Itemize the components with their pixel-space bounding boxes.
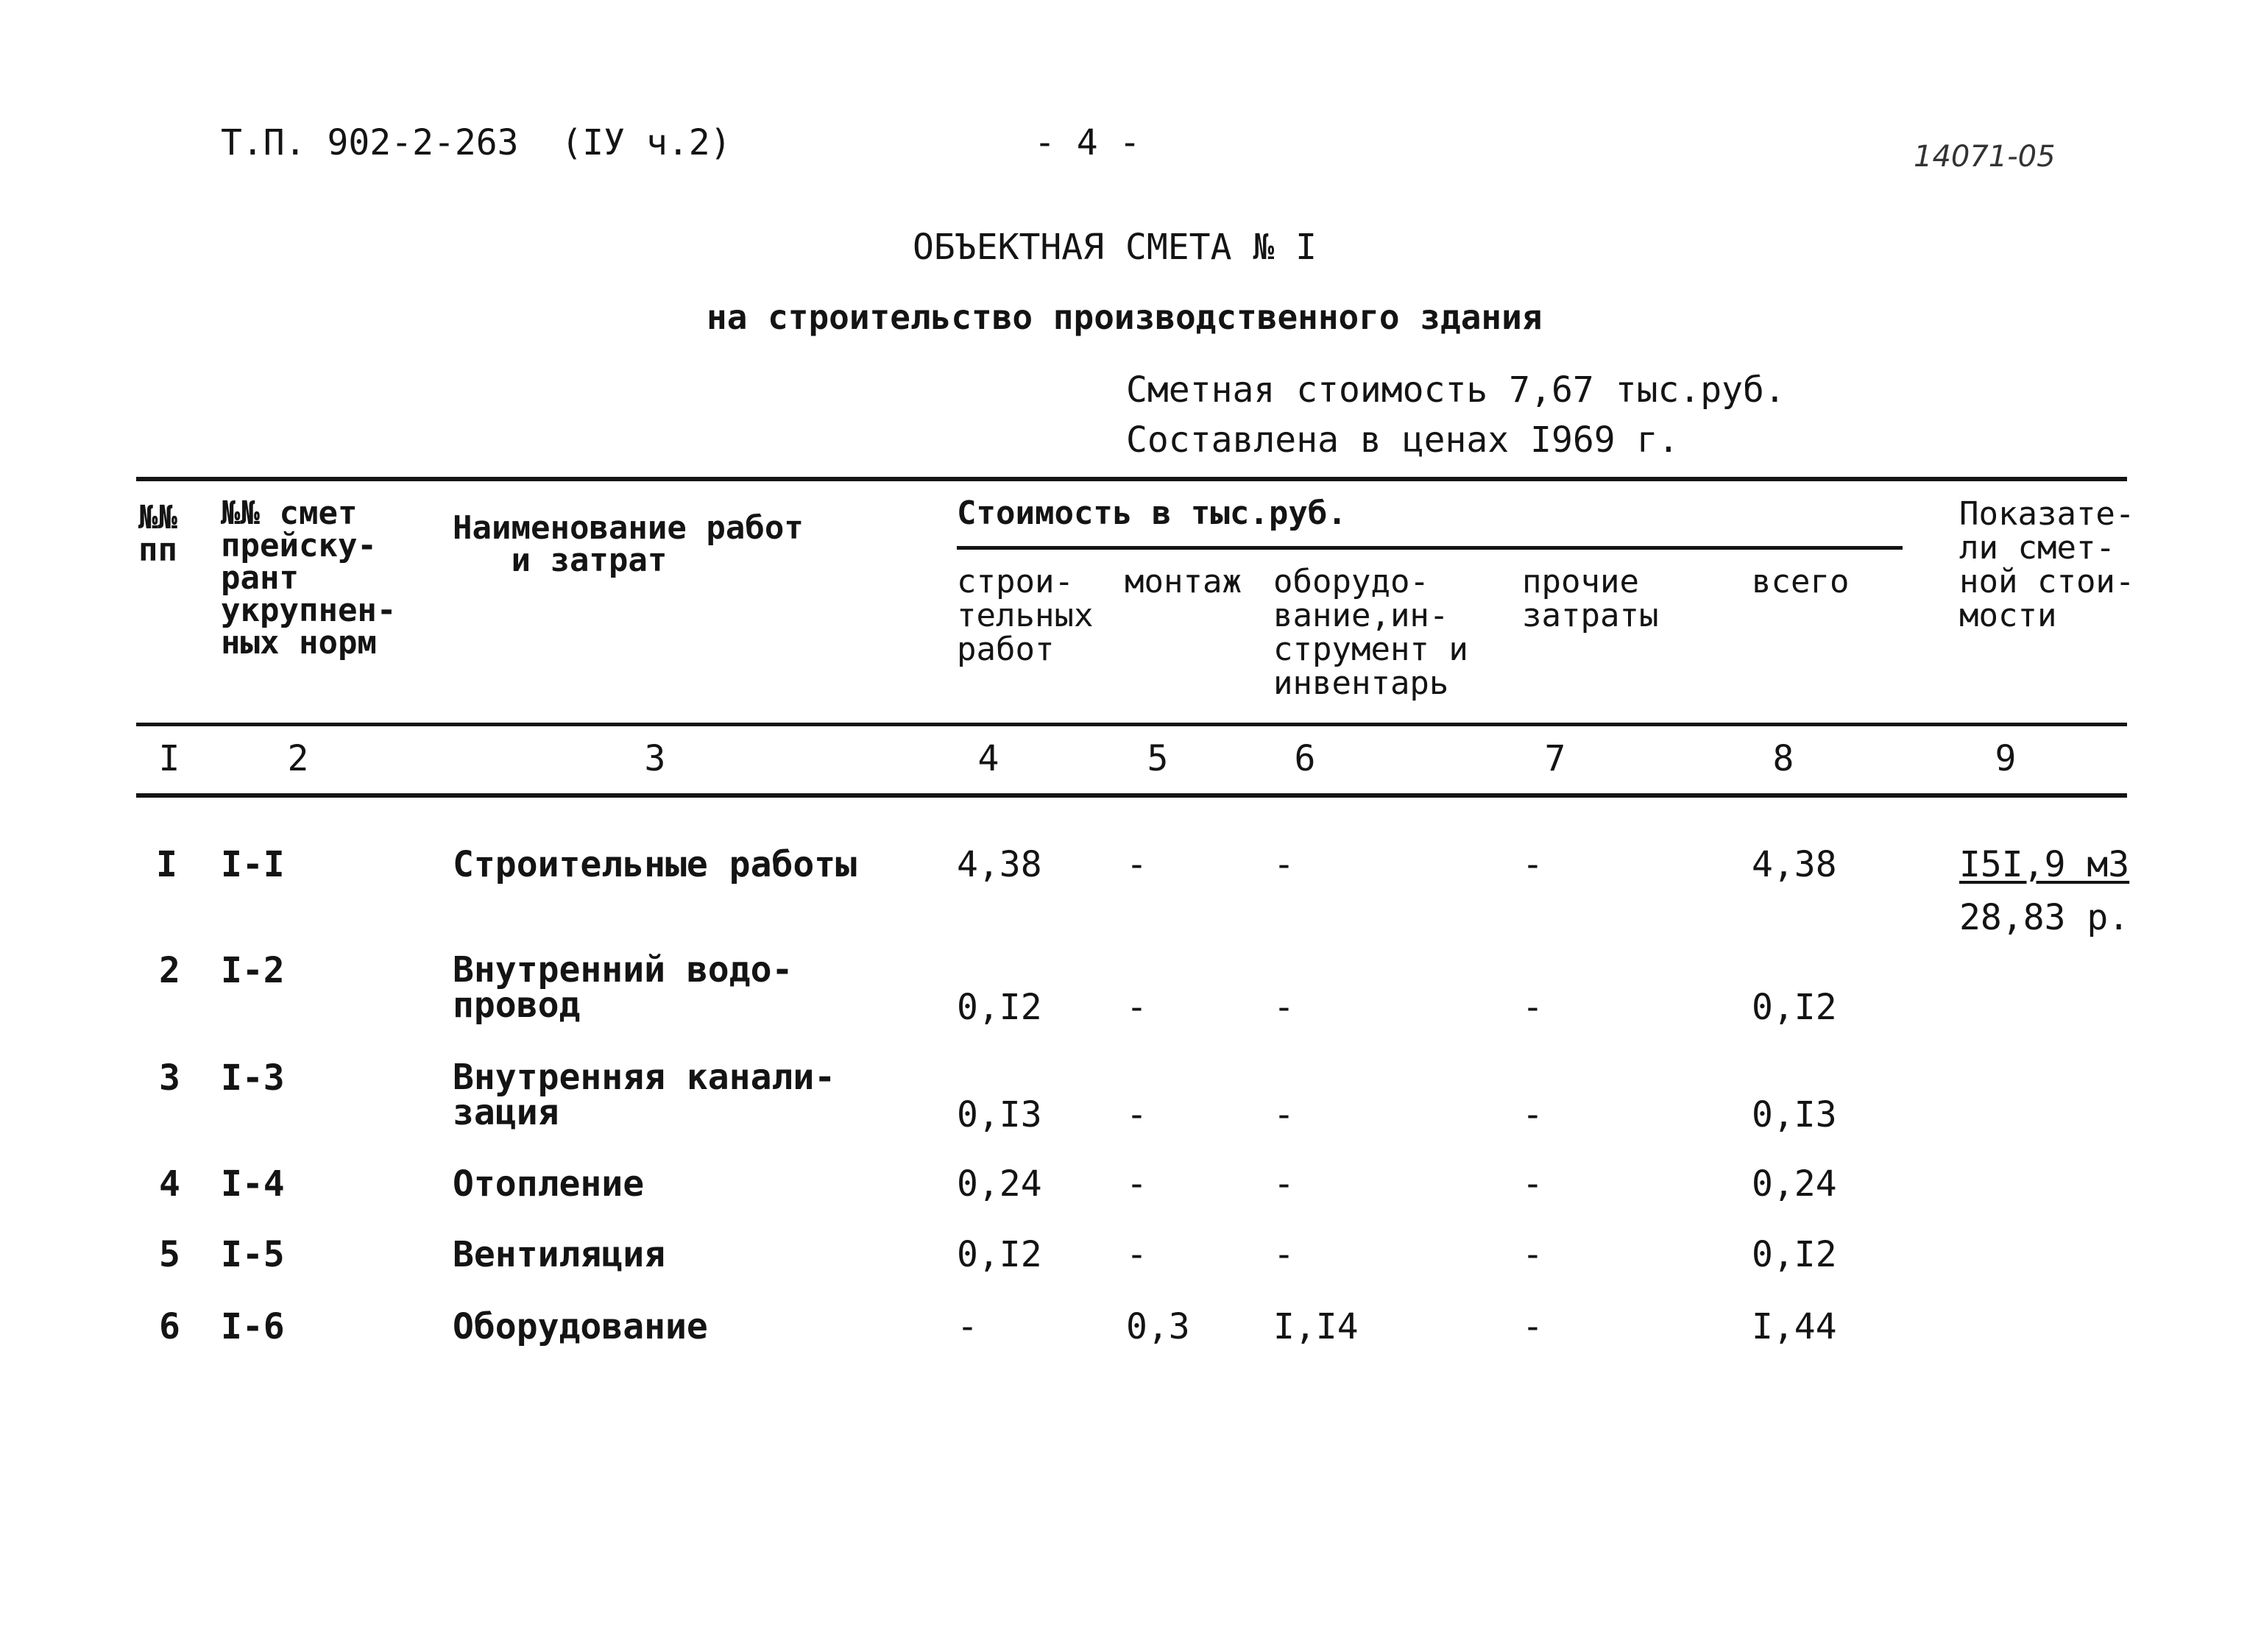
row-total-cost: I,44: [1752, 1306, 1837, 1347]
column-number: 3: [644, 738, 666, 779]
header-other-costs: прочие затраты: [1522, 563, 1659, 634]
row-installation-cost: -: [1126, 1094, 1147, 1135]
row-number: I: [156, 844, 177, 885]
column-number: 2: [287, 738, 309, 779]
row-total-cost: 0,I2: [1752, 987, 1837, 1028]
row-total-cost: 0,24: [1752, 1163, 1837, 1205]
row-equipment-cost: -: [1273, 1094, 1295, 1135]
header-row-number: №№ пп: [138, 499, 177, 569]
row-installation-cost: -: [1126, 844, 1147, 885]
row-construction-cost: 4,38: [957, 844, 1042, 885]
table-top-rule: [136, 477, 2127, 481]
row-total-cost: 4,38: [1752, 844, 1837, 885]
row-equipment-cost: -: [1273, 1163, 1295, 1205]
row-code: I-2: [221, 950, 285, 991]
column-number: 7: [1544, 738, 1566, 779]
header-equipment: оборудо- вание,ин- струмент и инвентарь: [1273, 563, 1468, 702]
row-installation-cost: 0,3: [1126, 1306, 1190, 1347]
row-installation-cost: -: [1126, 1163, 1147, 1205]
row-work-name: Вентиляция: [453, 1234, 665, 1275]
document-subtitle: на строительство производственного здания: [707, 297, 1543, 337]
column-number: 9: [1995, 738, 2017, 779]
row-equipment-cost: -: [1273, 1234, 1295, 1275]
header-price-list-number: №№ смет прейску- рант укрупнен- ных норм: [221, 494, 397, 662]
cost-group-rule: [957, 546, 1903, 550]
row-total-cost: 0,I3: [1752, 1094, 1837, 1135]
row-code: I-I: [221, 844, 285, 885]
row-code: I-5: [221, 1234, 285, 1275]
column-number: 8: [1772, 738, 1794, 779]
row-other-cost: -: [1522, 987, 1543, 1028]
row-work-name: Отопление: [453, 1163, 645, 1205]
row-equipment-cost: -: [1273, 987, 1295, 1028]
row-work-name: Внутренняя канали- зация: [453, 1057, 836, 1133]
row-code: I-6: [221, 1306, 285, 1347]
document-title: ОБЪЕКТНАЯ СМЕТА № I: [913, 227, 1317, 268]
row-number: 6: [159, 1306, 180, 1347]
estimated-cost: Сметная стоимость 7,67 тыс.руб.: [1126, 369, 1786, 411]
column-numbers-rule: [136, 793, 2127, 798]
row-code: I-3: [221, 1057, 285, 1099]
document-reference: Т.П. 902-2-263 (IУ ч.2): [221, 122, 732, 163]
row-other-cost: -: [1522, 1163, 1543, 1205]
header-work-name: Наименование работ и затрат: [453, 509, 804, 579]
column-number: 4: [977, 738, 999, 779]
header-construction-works: строи- тельных работ: [957, 563, 1094, 668]
column-number: 6: [1294, 738, 1316, 779]
row-number: 3: [159, 1057, 180, 1099]
row-work-name: Строительные работы: [453, 844, 857, 885]
row-other-cost: -: [1522, 1234, 1543, 1275]
row-construction-cost: 0,I2: [957, 1234, 1042, 1275]
row-installation-cost: -: [1126, 987, 1147, 1028]
header-cost-group: Стоимость в тыс.руб.: [957, 494, 1347, 532]
row-construction-cost: 0,I2: [957, 987, 1042, 1028]
row-installation-cost: -: [1126, 1234, 1147, 1275]
row-work-name: Оборудование: [453, 1306, 708, 1347]
column-number: I: [158, 738, 180, 779]
row-equipment-cost: -: [1273, 844, 1295, 885]
header-installation: монтаж: [1125, 563, 1242, 600]
row-number: 2: [159, 950, 180, 991]
row-work-name: Внутренний водо- провод: [453, 949, 793, 1026]
row-number: 5: [159, 1234, 180, 1275]
header-bottom-rule: [136, 723, 2127, 726]
row-construction-cost: 0,I3: [957, 1094, 1042, 1135]
header-total: всего: [1752, 563, 1850, 600]
page-number: - 4 -: [1034, 122, 1141, 163]
handwritten-archive-number: 14071-05: [1914, 140, 2056, 174]
row-other-cost: -: [1522, 1306, 1543, 1347]
header-indicators: Показате- ли смет- ной стои- мости: [1959, 495, 2135, 634]
row-construction-cost: -: [957, 1306, 978, 1347]
indicator-unit-cost: 28,83 р.: [1959, 897, 2130, 938]
row-other-cost: -: [1522, 844, 1543, 885]
row-equipment-cost: I,I4: [1273, 1306, 1359, 1347]
row-number: 4: [159, 1163, 180, 1205]
indicator-volume: I5I,9 м3: [1959, 844, 2130, 885]
row-total-cost: 0,I2: [1752, 1234, 1837, 1275]
price-base-year: Составлена в ценах I969 г.: [1126, 419, 1680, 461]
row-other-cost: -: [1522, 1094, 1543, 1135]
row-construction-cost: 0,24: [957, 1163, 1042, 1205]
row-code: I-4: [221, 1163, 285, 1205]
column-number: 5: [1147, 738, 1169, 779]
